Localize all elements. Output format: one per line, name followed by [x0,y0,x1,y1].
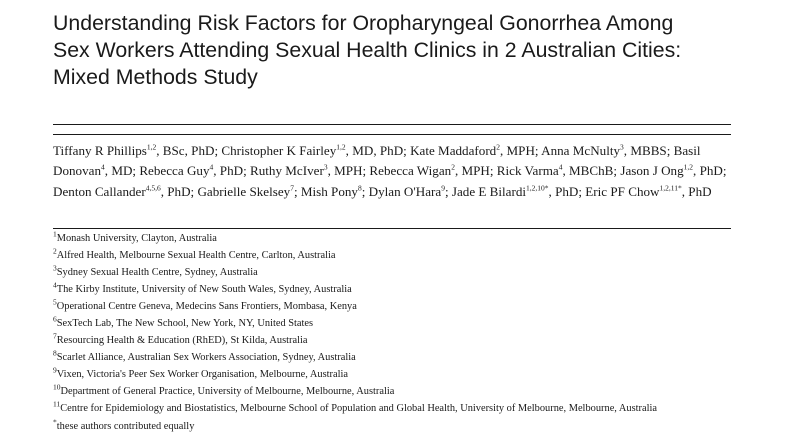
author: Rebecca Guy$^4$, PhD; [139,163,250,179]
affiliation: $^1$Monash University, Clayton, Australia [53,229,217,244]
affiliation: $^9$Vixen, Victoria's Peer Sex Worker Organisation, Melbourne, Australia [53,365,348,381]
author: Rebecca Wigan$^2$, MPH; [369,163,497,179]
affiliation: $^7$Resourcing Health & Education (RhED), St Kilda, Australia [53,331,308,347]
author: Basil Donovan$^4$, MD; [53,143,701,179]
affiliation: $^4$The Kirby Institute, University of New South Wales, Sydney, Australia [53,280,352,296]
author-list [53,141,733,202]
author: Denton Callander$^{4,5,6}$, PhD; [53,183,198,199]
author: Anna McNulty$^3$, MBBS; [541,142,674,158]
author: Tiffany R Phillips$^{1,2}$, BSc, PhD; [53,142,222,158]
equal-contribution-note: *these authors contributed equally [53,417,195,432]
title-line: Understanding Risk Factors for Oropharyngeal Gonorrhea Among [53,11,674,35]
top-rule [53,124,731,125]
author-top-rule [53,134,731,135]
author: Gabrielle Skelsey$^7$; [197,183,301,199]
author: Kate Maddaford$^2$, MPH; [410,142,542,158]
author: Christopher K Fairley$^{1,2}$, MD, PhD; [221,142,411,158]
affiliation: $^8$Scarlet Alliance, Australian Sex Workers Association, Sydney, Australia [53,348,356,364]
title-line: Mixed Methods Study [53,65,258,89]
author: Dylan O'Hara$^9$; [368,183,452,199]
author: Ruthy McIver$^3$, MPH; [250,163,370,179]
affiliation: $^5$Operational Centre Geneva, Medecins Sans Frontiers, Mombasa, Kenya [53,297,357,313]
title-line: Sex Workers Attending Sexual Health Clinics in 2 Australian Cities: [53,38,682,62]
affiliation-list [53,230,753,435]
author: Rick Varma$^4$, MBChB; [496,163,621,179]
affiliation: $^2$Alfred Health, Melbourne Sexual Health Centre, Carlton, Australia [53,246,336,262]
author: Jason J Ong$^{1,2}$, PhD; [620,163,727,179]
affiliation: $^6$SexTech Lab, The New School, New York, NY, United States [53,314,314,330]
affiliation-rule [53,228,731,229]
author: Jade E Bilardi$^{1,2,10*}$, PhD; [451,183,586,199]
affiliation: $^{11}$Centre for Epidemiology and Biostatistics, Melbourne School of Population and Global Health, University of Melbourne, Melbourne, Australia [53,400,658,415]
author: Mish Pony$^8$; [300,183,369,199]
author: Eric PF Chow$^{1,2,11*}$, PhD [585,183,712,199]
affiliation: $^{10}$Department of General Practice, University of Melbourne, Melbourne, Australia [53,382,395,398]
affiliation: $^3$Sydney Sexual Health Centre, Sydney, Australia [53,263,258,279]
paper-title [53,10,753,91]
